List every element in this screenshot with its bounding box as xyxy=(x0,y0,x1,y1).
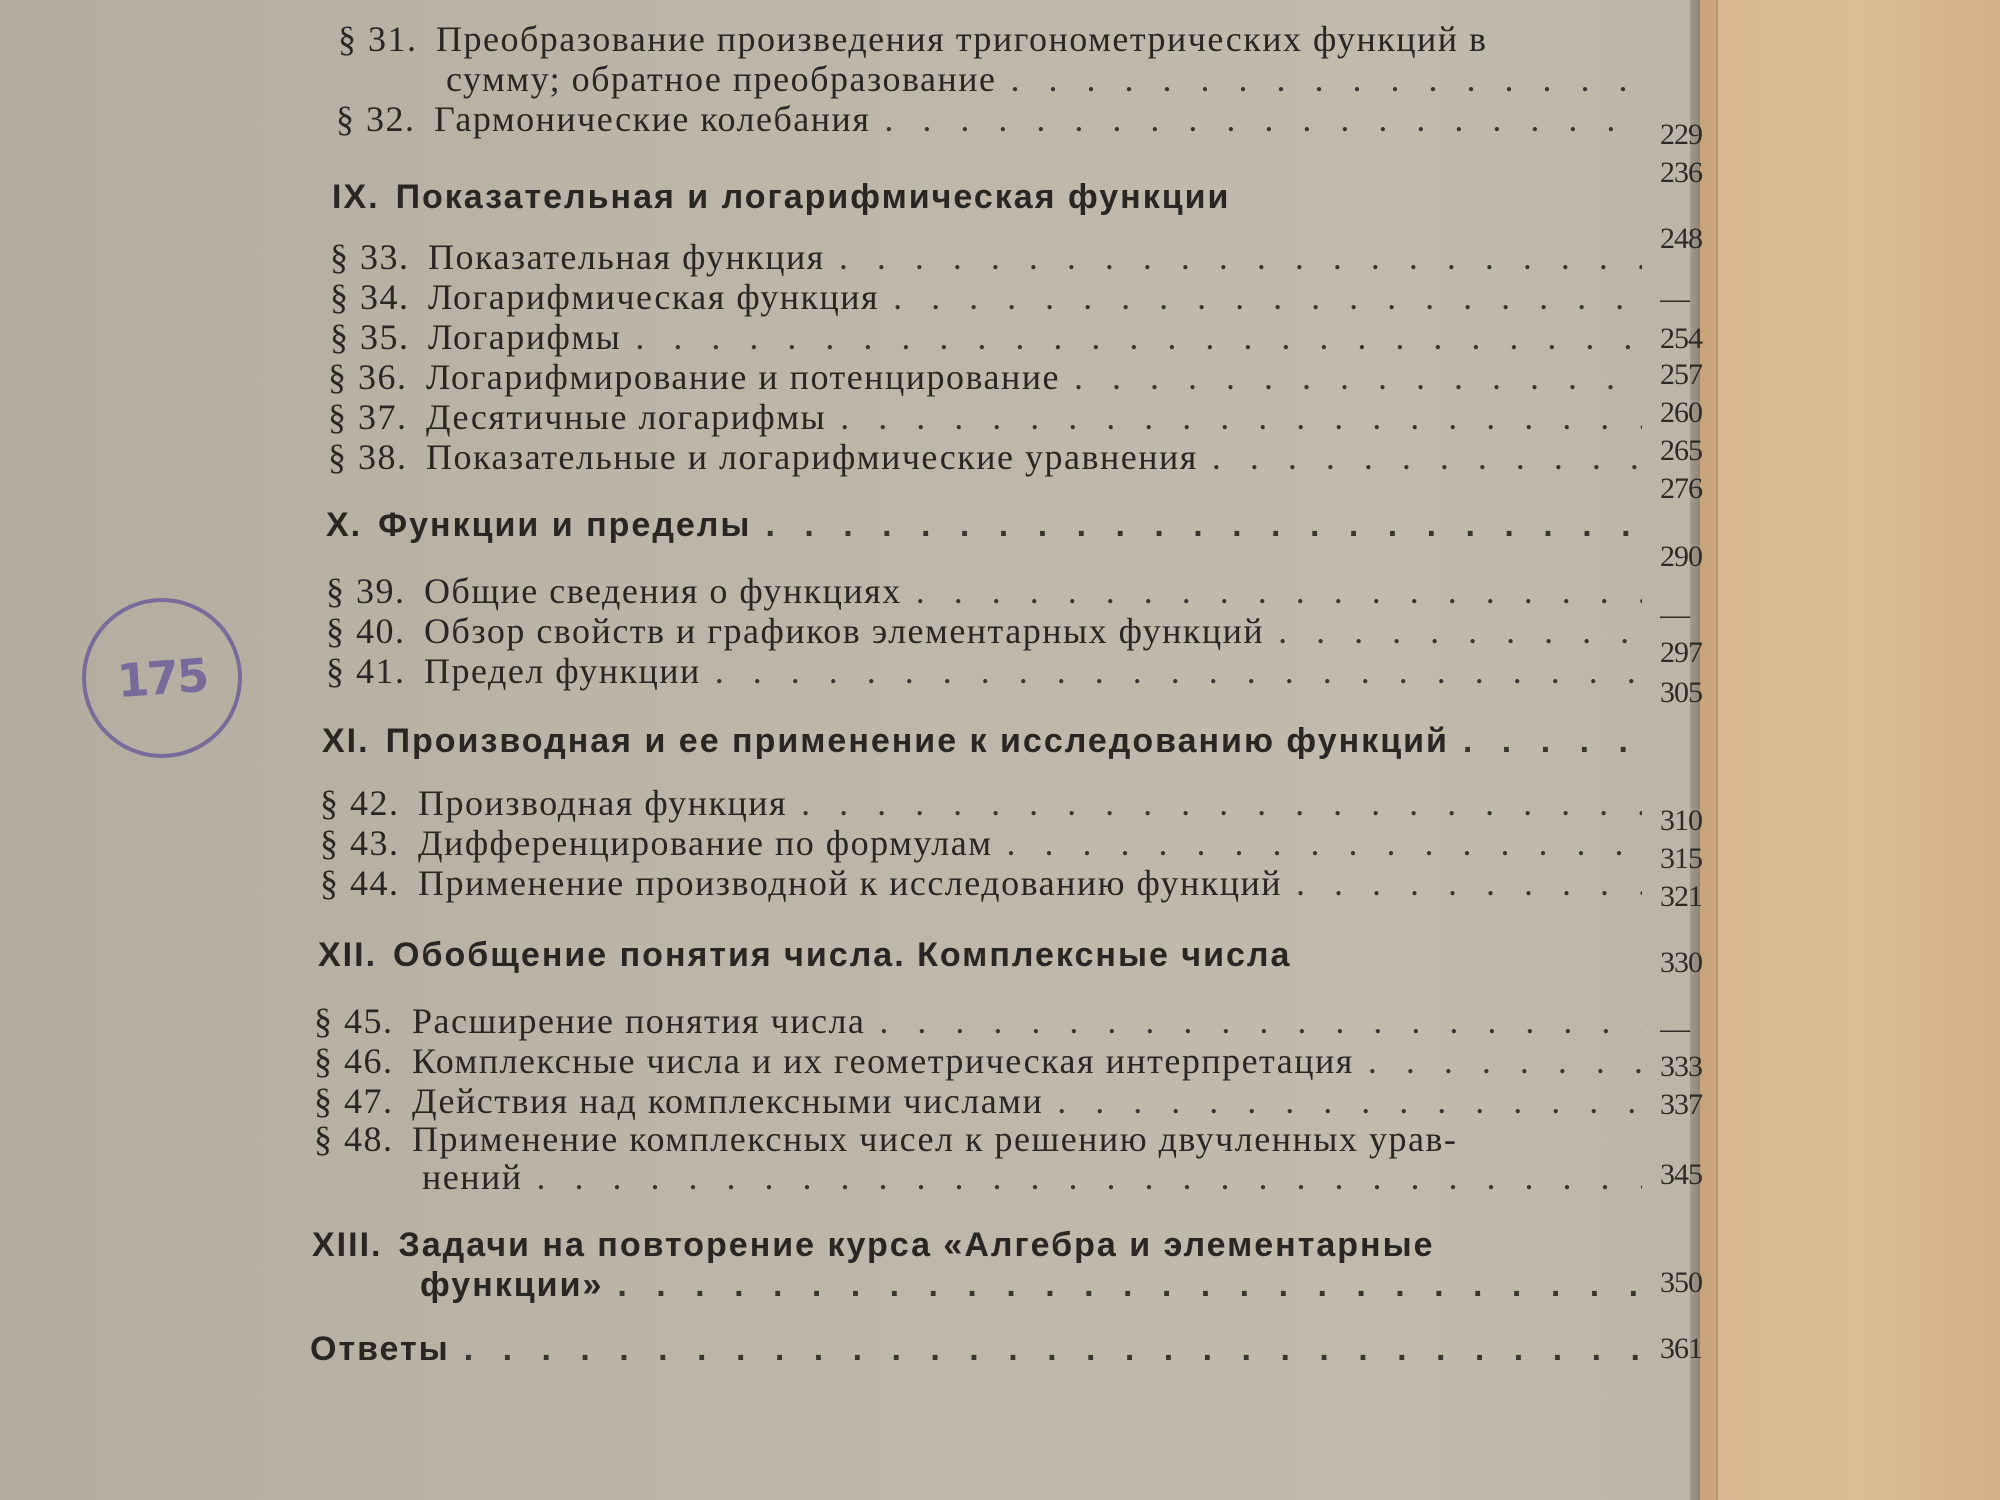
page-number: 333 xyxy=(1660,1050,1702,1083)
section-title: Логарифмическая функция xyxy=(428,277,880,317)
chapter-number: XII. xyxy=(318,936,378,974)
chapter-title-continuation: функции» xyxy=(420,1266,604,1304)
page-number: 330 xyxy=(1660,946,1702,979)
section-title: Предел функции xyxy=(424,651,701,691)
dot-leader xyxy=(765,506,1642,545)
section-title-continuation: сумму; обратное преобразование xyxy=(446,59,997,99)
section-title: Показательная функция xyxy=(428,237,825,277)
page-number: — xyxy=(1660,598,1689,631)
toc-chapter-9 xyxy=(332,178,1642,222)
toc-entry-45 xyxy=(314,1000,1642,1044)
chapter-title: Производная и ее применение к исследованию функций xyxy=(385,722,1449,760)
toc-entry-40 xyxy=(326,610,1642,654)
section-title: Применение производной к исследованию функций xyxy=(418,863,1282,903)
toc-entry-48-continuation xyxy=(422,1156,1642,1200)
page-number: 248 xyxy=(1660,222,1702,255)
page-number: 276 xyxy=(1660,472,1702,505)
page-number: 265 xyxy=(1660,434,1702,467)
chapter-title: Функции и пределы xyxy=(378,506,752,544)
toc-entry-39 xyxy=(326,570,1642,614)
toc-entry-38 xyxy=(328,436,1642,480)
toc-entry-31-continuation xyxy=(446,58,1642,102)
section-number: § 32. xyxy=(336,99,416,139)
page-number: 229 xyxy=(1660,118,1702,151)
section-number: § 34. xyxy=(330,277,410,317)
stamp-number: 175 xyxy=(115,647,209,709)
page-number: — xyxy=(1660,282,1689,315)
dot-leader xyxy=(801,782,1642,824)
toc-chapter-11 xyxy=(322,722,1642,766)
dot-leader xyxy=(464,1330,1642,1369)
page-number: 297 xyxy=(1660,636,1702,669)
toc-entry-33 xyxy=(330,236,1642,280)
dot-leader xyxy=(1278,610,1642,652)
section-number: § 31. xyxy=(338,19,418,59)
section-number: § 42. xyxy=(320,783,400,823)
dot-leader xyxy=(1212,436,1642,478)
toc-entry-43 xyxy=(320,822,1642,866)
toc-answers xyxy=(310,1330,1642,1374)
chapter-number: XIII. xyxy=(312,1226,383,1264)
chapter-number: XI. xyxy=(322,722,370,760)
section-number: § 44. xyxy=(320,863,400,903)
page-number: 254 xyxy=(1660,322,1702,355)
dot-leader xyxy=(1074,356,1642,398)
section-title: Обзор свойств и графиков элементарных функций xyxy=(424,611,1265,651)
toc-entry-32 xyxy=(336,98,1642,142)
section-number: § 35. xyxy=(330,317,410,357)
dot-leader xyxy=(839,236,1642,278)
section-number: § 43. xyxy=(320,823,400,863)
book-cover xyxy=(1716,0,2000,1500)
dot-leader xyxy=(1007,822,1643,864)
section-number: § 38. xyxy=(328,437,408,477)
section-title: Логарифмирование и потенцирование xyxy=(426,357,1060,397)
page-number: 305 xyxy=(1660,676,1702,709)
chapter-number: X. xyxy=(326,506,363,544)
page-number: 350 xyxy=(1660,1266,1702,1299)
toc-chapter-12 xyxy=(318,936,1642,980)
section-number: § 36. xyxy=(328,357,408,397)
dot-leader xyxy=(635,316,1642,358)
page-number: 257 xyxy=(1660,358,1702,391)
dot-leader xyxy=(715,650,1642,692)
dot-leader xyxy=(893,276,1642,318)
toc-entry-34 xyxy=(330,276,1642,320)
section-number: § 33. xyxy=(330,237,410,277)
page-number: 260 xyxy=(1660,396,1702,429)
section-title: Расширение понятия числа xyxy=(412,1001,866,1041)
toc-entry-37 xyxy=(328,396,1642,440)
section-title: Производная функция xyxy=(418,783,788,823)
toc-chapter-13-continuation xyxy=(420,1266,1642,1310)
section-title: Гармонические колебания xyxy=(434,99,871,139)
dot-leader xyxy=(537,1156,1642,1198)
toc-entry-46 xyxy=(314,1040,1642,1084)
chapter-title: Обобщение понятия числа. Комплексные числа xyxy=(393,936,1292,974)
section-title-continuation: нений xyxy=(422,1157,523,1197)
page-number: 315 xyxy=(1660,842,1702,875)
section-number: § 40. xyxy=(326,611,406,651)
page-number: 321 xyxy=(1660,880,1702,913)
dot-leader xyxy=(916,570,1642,612)
section-number: § 48. xyxy=(314,1119,394,1159)
page-number: 361 xyxy=(1660,1332,1702,1365)
toc-entry-41 xyxy=(326,650,1642,694)
section-title: Общие сведения о функциях xyxy=(424,571,902,611)
page-number: 310 xyxy=(1660,804,1702,837)
dot-leader xyxy=(840,396,1642,438)
toc-chapter-13 xyxy=(312,1226,1642,1270)
toc-entry-42 xyxy=(320,782,1642,826)
dot-leader xyxy=(1010,58,1642,100)
dot-leader xyxy=(1368,1040,1642,1082)
section-number: § 46. xyxy=(314,1041,394,1081)
section-title: Действия над комплексными числами xyxy=(412,1081,1044,1121)
section-number: § 39. xyxy=(326,571,406,611)
page-number: 236 xyxy=(1660,156,1702,189)
dot-leader xyxy=(617,1266,1642,1305)
answers-title: Ответы xyxy=(310,1330,450,1368)
section-number: § 41. xyxy=(326,651,406,691)
section-title: Десятичные логарифмы xyxy=(426,397,827,437)
chapter-title: Показательная и логарифмическая функции xyxy=(395,178,1231,216)
toc-entry-35 xyxy=(330,316,1642,360)
section-number: § 37. xyxy=(328,397,408,437)
dot-leader xyxy=(1296,862,1642,904)
section-title: Дифференцирование по формулам xyxy=(418,823,993,863)
page-number: — xyxy=(1660,1012,1689,1045)
page-number: 345 xyxy=(1660,1158,1702,1191)
section-number: § 47. xyxy=(314,1081,394,1121)
section-number: § 45. xyxy=(314,1001,394,1041)
toc-entry-44 xyxy=(320,862,1642,906)
toc-entry-31 xyxy=(338,18,1638,62)
page-number: 290 xyxy=(1660,540,1702,573)
section-title: Комплексные числа и их геометрическая интерпретация xyxy=(412,1041,1354,1081)
chapter-number: IX. xyxy=(332,178,380,216)
dot-leader xyxy=(879,1000,1642,1042)
chapter-title: Задачи на повторение курса «Алгебра и элементарные xyxy=(398,1226,1435,1264)
dot-leader xyxy=(884,98,1642,140)
toc-entry-36 xyxy=(328,356,1642,400)
section-title: Применение комплексных чисел к решению двучленных урав- xyxy=(412,1119,1458,1159)
dot-leader xyxy=(1463,722,1642,761)
dot-leader xyxy=(1057,1080,1642,1122)
toc-chapter-10 xyxy=(326,506,1642,550)
section-title: Преобразование произведения тригонометрических функций в xyxy=(436,19,1488,59)
section-title: Показательные и логарифмические уравнения xyxy=(426,437,1198,477)
section-title: Логарифмы xyxy=(428,317,622,357)
page-number: 337 xyxy=(1660,1088,1702,1121)
